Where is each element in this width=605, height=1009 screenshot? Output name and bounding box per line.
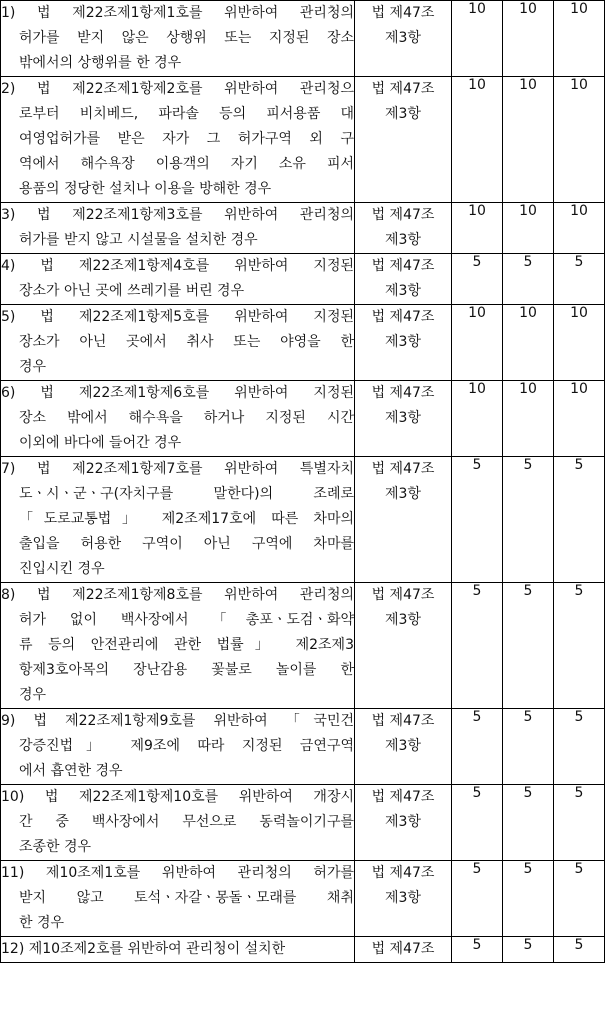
legal-basis-line: 제3항	[385, 486, 421, 502]
fine-amount-1: 5	[452, 861, 503, 937]
table-row	[1, 305, 605, 381]
table-row	[1, 457, 605, 583]
description-line: 경우	[19, 359, 47, 375]
description-line: 허가를 받지 않은 상행위 또는 지정된 장소	[19, 30, 354, 46]
table-row	[1, 861, 605, 937]
legal-basis-line: 법 제47조	[371, 587, 435, 603]
table-row	[1, 381, 605, 457]
description-line: 받지 않고 토석ㆍ자갈ㆍ몽돌ㆍ모래를 채취	[19, 890, 354, 906]
fine-amount-1: 10	[452, 1, 503, 77]
table-row	[1, 937, 605, 963]
violation-description	[1, 203, 355, 254]
legal-basis	[355, 785, 452, 861]
fine-amount-3: 10	[554, 1, 605, 77]
legal-basis	[355, 1, 452, 77]
description-line: 6) 법 제22조제1항제6호를 위반하여 지정된	[1, 385, 354, 401]
legal-basis	[355, 77, 452, 203]
legal-basis-line: 법 제47조	[371, 385, 435, 401]
violation-description	[1, 77, 355, 203]
legal-basis	[355, 937, 452, 963]
description-line: 8) 법 제22조제1항제8호를 위반하여 관리청의	[1, 587, 354, 603]
legal-basis	[355, 305, 452, 381]
fine-amount-3: 10	[554, 203, 605, 254]
description-line: 류 등의 안전관리에 관한 법률」 제2조제3	[19, 637, 354, 653]
fine-amount-3: 5	[554, 583, 605, 709]
description-line: 11) 제10조제1호를 위반하여 관리청의 허가를	[1, 865, 354, 881]
description-line: 한 경우	[19, 915, 65, 931]
fine-amount-2: 10	[503, 77, 554, 203]
violation-description	[1, 1, 355, 77]
fine-amount-1: 5	[452, 457, 503, 583]
fine-amount-2: 10	[503, 305, 554, 381]
fine-amount-3: 5	[554, 937, 605, 963]
description-line: 허가 없이 백사장에서 「총포ㆍ도검ㆍ화약	[19, 612, 354, 628]
fine-amount-2: 5	[503, 861, 554, 937]
description-line: 장소가 아닌 곳에서 취사 또는 야영을 한	[19, 334, 354, 350]
fine-amount-1: 5	[452, 937, 503, 963]
fine-amount-3: 5	[554, 861, 605, 937]
description-line: 허가를 받지 않고 시설물을 설치한 경우	[19, 232, 258, 248]
table-row	[1, 203, 605, 254]
fine-amount-1: 5	[452, 583, 503, 709]
legal-basis	[355, 381, 452, 457]
violation-description	[1, 583, 355, 709]
description-line: 2) 법 제22조제1항제2호를 위반하여 관리청으	[1, 81, 354, 97]
violation-description	[1, 785, 355, 861]
legal-basis-line: 법 제47조	[371, 258, 435, 274]
fine-amount-1: 5	[452, 709, 503, 785]
fine-amount-3: 5	[554, 785, 605, 861]
table-row	[1, 77, 605, 203]
description-line: 7) 법 제22조제1항제7호를 위반하여 특별자치	[1, 461, 354, 477]
violation-description	[1, 381, 355, 457]
fine-amount-1: 10	[452, 305, 503, 381]
fine-amount-3: 5	[554, 254, 605, 305]
description-line: 로부터 비치베드, 파라솔 등의 피서용품 대	[19, 106, 354, 122]
description-line: 진입시킨 경우	[19, 561, 105, 577]
description-line: 10) 법 제22조제1항제10호를 위반하여 개장시	[1, 789, 354, 805]
table-row	[1, 583, 605, 709]
description-line: 4) 법 제22조제1항제4호를 위반하여 지정된	[1, 258, 354, 274]
description-line: 조종한 경우	[19, 839, 92, 855]
description-line: 장소 밖에서 해수욕을 하거나 지정된 시간	[19, 410, 354, 426]
legal-basis-line: 법 제47조	[371, 309, 435, 325]
legal-basis-line: 제3항	[385, 738, 421, 754]
description-line: 경우	[19, 687, 47, 703]
fine-amount-1: 10	[452, 203, 503, 254]
table-row	[1, 1, 605, 77]
violation-description	[1, 254, 355, 305]
description-line: 9) 법 제22조제1항제9호를 위반하여 「국민건	[1, 713, 354, 729]
description-line: 출입을 허용한 구역이 아닌 구역에 차마를	[19, 536, 354, 552]
description-line: 강증진법」 제9조에 따라 지정된 금연구역	[19, 738, 354, 754]
table-row	[1, 709, 605, 785]
description-line: 역에서 해수욕장 이용객의 자기 소유 피서	[19, 156, 354, 172]
description-line: 장소가 아닌 곳에 쓰레기를 버린 경우	[19, 283, 245, 299]
legal-basis	[355, 457, 452, 583]
description-line: 용품의 정당한 설치나 이용을 방해한 경우	[19, 181, 272, 197]
fine-amount-1: 10	[452, 381, 503, 457]
legal-basis	[355, 709, 452, 785]
description-line: 3) 법 제22조제1항제3호를 위반하여 관리청의	[1, 207, 354, 223]
description-line: 도ㆍ시ㆍ군ㆍ구(자치구를 말한다)의 조례로	[19, 486, 354, 502]
fine-amount-1: 10	[452, 77, 503, 203]
violation-description	[1, 709, 355, 785]
description-line: 간 중 백사장에서 무선으로 동력놀이기구를	[19, 814, 354, 830]
description-line: 여영업허가를 받은 자가 그 허가구역 외 구	[19, 131, 354, 147]
description-line: 이외에 바다에 들어간 경우	[19, 435, 182, 451]
table-row	[1, 254, 605, 305]
legal-basis-line: 법 제47조	[371, 81, 435, 97]
fine-amount-2: 5	[503, 937, 554, 963]
fine-amount-3: 10	[554, 381, 605, 457]
legal-basis-line: 제3항	[385, 283, 421, 299]
violation-description	[1, 305, 355, 381]
fine-amount-1: 5	[452, 785, 503, 861]
legal-basis	[355, 254, 452, 305]
fine-amount-3: 5	[554, 457, 605, 583]
legal-basis-line: 법 제47조	[371, 207, 435, 223]
description-line: 항제3호아목의 장난감용 꽃불로 놀이를 한	[19, 662, 354, 678]
fine-amount-3: 10	[554, 305, 605, 381]
description-line: 에서 흡연한 경우	[19, 763, 123, 779]
fine-amount-3: 5	[554, 709, 605, 785]
legal-basis-line: 제3항	[385, 106, 421, 122]
legal-basis-line: 법 제47조	[371, 941, 435, 957]
description-line: 5) 법 제22조제1항제5호를 위반하여 지정된	[1, 309, 354, 325]
fine-amount-2: 5	[503, 785, 554, 861]
legal-basis	[355, 861, 452, 937]
legal-basis-line: 법 제47조	[371, 461, 435, 477]
legal-basis-line: 제3항	[385, 814, 421, 830]
violation-description	[1, 861, 355, 937]
fine-amount-3: 10	[554, 77, 605, 203]
legal-basis	[355, 203, 452, 254]
legal-basis-line: 제3항	[385, 30, 421, 46]
description-line: 밖에서의 상행위를 한 경우	[19, 55, 182, 71]
violation-description	[1, 457, 355, 583]
fine-amount-1: 5	[452, 254, 503, 305]
legal-basis-line: 제3항	[385, 334, 421, 350]
fine-amount-2: 10	[503, 381, 554, 457]
fine-amount-2: 5	[503, 583, 554, 709]
legal-basis-line: 제3항	[385, 232, 421, 248]
table-row	[1, 785, 605, 861]
legal-basis-line: 법 제47조	[371, 5, 435, 21]
fine-amount-2: 5	[503, 457, 554, 583]
fine-amount-2: 5	[503, 254, 554, 305]
legal-basis-line: 법 제47조	[371, 713, 435, 729]
legal-basis-line: 법 제47조	[371, 865, 435, 881]
legal-basis	[355, 583, 452, 709]
fine-amount-2: 5	[503, 709, 554, 785]
description-line: 1) 법 제22조제1항제1호를 위반하여 관리청의	[1, 5, 354, 21]
description-line: 「도로교통법」 제2조제17호에 따른 차마의	[19, 511, 354, 527]
fine-amount-2: 10	[503, 203, 554, 254]
legal-basis-line: 제3항	[385, 410, 421, 426]
penalty-table-body	[1, 1, 605, 963]
violation-description	[1, 937, 355, 963]
fine-amount-2: 10	[503, 1, 554, 77]
legal-basis-line: 제3항	[385, 612, 421, 628]
description-line: 12) 제10조제2호를 위반하여 관리청이 설치한	[1, 941, 286, 957]
legal-basis-line: 법 제47조	[371, 789, 435, 805]
legal-basis-line: 제3항	[385, 890, 421, 906]
